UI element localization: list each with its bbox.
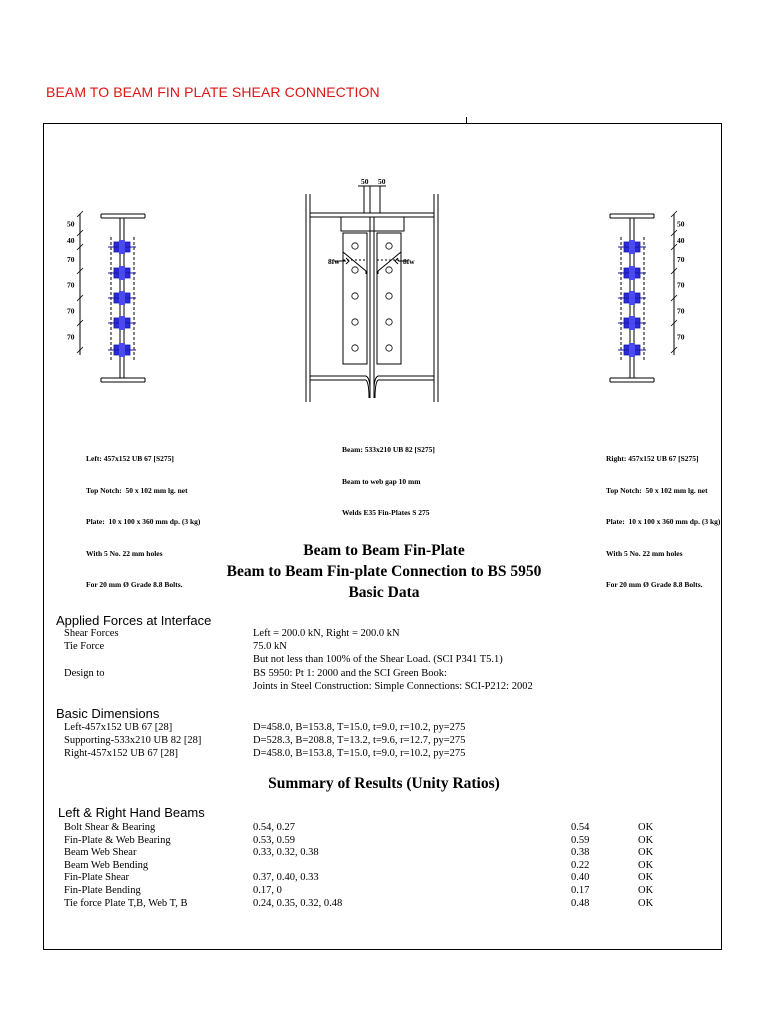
check-max-ratio: 0.38 — [571, 847, 590, 859]
check-max-ratio: 0.59 — [571, 834, 590, 846]
check-values: 0.24, 0.35, 0.32, 0.48 — [253, 897, 343, 909]
check-status: OK — [638, 872, 654, 884]
caption-line: Beam to web gap 10 mm — [342, 476, 421, 486]
caption-line: Left: 457x152 UB 67 [S275] — [86, 454, 174, 463]
force-label: Design to — [64, 667, 105, 679]
caption-line: Plate: 10 x 100 x 360 mm dp. (3 kg) — [606, 517, 721, 526]
bolt-nut — [629, 343, 635, 357]
report-title: Beam to Beam Fin-Plate — [303, 542, 465, 559]
caption-line: Welds E35 Fin-Plates S 275 — [342, 508, 430, 517]
dimension-label: 70 — [67, 306, 75, 316]
center-dim-left: 50 — [361, 177, 369, 186]
check-values: 0.17, 0 — [253, 885, 282, 896]
bolt-nut — [119, 240, 125, 254]
force-value: BS 5950: Pt 1: 2000 and the SCI Green Book: — [253, 667, 447, 679]
check-status: OK — [638, 834, 654, 846]
force-value: Left = 200.0 kN, Right = 200.0 kN — [253, 628, 400, 639]
dimension-label: 70 — [67, 255, 75, 264]
caption-line: Top Notch: 50 x 102 mm lg. net — [86, 485, 188, 495]
bolt-nut — [629, 291, 635, 305]
center-holes — [352, 243, 392, 351]
check-values: 0.37, 0.40, 0.33 — [253, 872, 319, 884]
bolt-nut — [119, 316, 125, 330]
basic-dimensions-heading: Basic Dimensions — [56, 706, 160, 721]
bolt-hole — [352, 345, 358, 351]
caption-line: Plate: 10 x 100 x 360 mm dp. (3 kg) — [86, 517, 201, 526]
caption-line: Beam: 533x210 UB 82 [S275] — [342, 445, 435, 454]
dimension-section: Left-457x152 UB 67 [28] — [64, 722, 173, 733]
dimension-values: D=528.3, B=208.8, T=13.2, t=9.6, r=12.7, py=275 — [253, 735, 466, 747]
dimension-label: 70 — [67, 280, 75, 290]
left-bolts — [108, 240, 136, 357]
dimension-values: D=458.0, B=153.8, T=15.0, t=9.0, r=10.2, py=275 — [253, 748, 466, 760]
bolt-hole — [386, 319, 392, 325]
force-value: Joints in Steel Construction: Simple Connections: SCI-P212: 2002 — [253, 680, 533, 692]
applied-forces-heading: Applied Forces at Interface — [56, 613, 212, 628]
check-max-ratio: 0.54 — [571, 822, 590, 833]
dimension-section: Right-457x152 UB 67 [28] — [64, 748, 179, 760]
check-status: OK — [638, 859, 654, 871]
right-bolts — [618, 240, 646, 357]
force-value: But not less than 100% of the Shear Load. (SCI P341 T5.1) — [253, 654, 503, 666]
check-max-ratio: 0.17 — [571, 885, 590, 896]
dimension-label: 40 — [677, 236, 685, 245]
check-values: 0.54, 0.27 — [253, 822, 295, 833]
check-status: OK — [638, 885, 654, 896]
bolt-hole — [386, 243, 392, 249]
weld-label-left: 8fw — [328, 257, 340, 266]
force-value: 75.0 kN — [253, 641, 287, 653]
check-label: Beam Web Bending — [64, 859, 149, 871]
center-elevation — [306, 186, 438, 402]
force-label: Shear Forces — [64, 628, 119, 639]
bolt-hole — [352, 293, 358, 299]
bolt-nut — [629, 266, 635, 280]
left-dim-ticks — [67, 211, 83, 353]
check-label: Fin-Plate Bending — [64, 885, 141, 896]
check-status: OK — [638, 847, 654, 859]
check-max-ratio: 0.48 — [571, 897, 590, 909]
bolt-hole — [352, 267, 358, 273]
center-dim-right: 50 — [378, 177, 386, 186]
bolt-hole — [386, 345, 392, 351]
dimension-label: 70 — [677, 280, 685, 290]
report-subtitle: Beam to Beam Fin-plate Connection to BS 5950 — [226, 563, 542, 580]
dimension-section: Supporting-533x210 UB 82 [28] — [64, 735, 202, 747]
dimension-label: 70 — [677, 255, 685, 264]
bolt-nut — [629, 240, 635, 254]
right-dim-ticks — [671, 211, 685, 353]
dimension-label: 50 — [67, 219, 75, 229]
check-max-ratio: 0.40 — [571, 872, 590, 884]
dimension-values: D=458.0, B=153.8, T=15.0, t=9.0, r=10.2, py=275 — [253, 722, 466, 733]
check-label: Beam Web Shear — [64, 847, 137, 859]
caption-line: For 20 mm Ø Grade 8.8 Bolts. — [606, 580, 703, 589]
summary-heading: Summary of Results (Unity Ratios) — [268, 775, 500, 792]
check-label: Bolt Shear & Bearing — [64, 822, 156, 833]
dimension-label: 70 — [67, 332, 75, 342]
dimension-label: 40 — [67, 236, 75, 245]
bolt-nut — [119, 343, 125, 357]
dimension-label: 70 — [677, 332, 685, 342]
weld-label-right: 8fw — [403, 257, 415, 266]
bolt-nut — [119, 266, 125, 280]
bolt-nut — [119, 291, 125, 305]
check-label: Fin-Plate Shear — [64, 872, 130, 884]
caption-line: Right: 457x152 UB 67 [S275] — [606, 454, 699, 463]
check-max-ratio: 0.22 — [571, 859, 590, 871]
check-status: OK — [638, 822, 654, 833]
dimension-label: 50 — [677, 219, 685, 229]
check-status: OK — [638, 897, 654, 909]
force-label: Tie Force — [64, 641, 105, 653]
caption-line: Top Notch: 50 x 102 mm lg. net — [606, 485, 708, 495]
summary-subheading: Left & Right Hand Beams — [58, 805, 205, 820]
caption-line: With 5 No. 22 mm holes — [86, 548, 163, 558]
check-label: Fin-Plate & Web Bearing — [64, 834, 171, 846]
bolt-hole — [386, 293, 392, 299]
caption-line: For 20 mm Ø Grade 8.8 Bolts. — [86, 580, 183, 589]
caption-line: With 5 No. 22 mm holes — [606, 548, 683, 558]
center-beam-caption — [342, 424, 435, 529]
bolt-nut — [629, 316, 635, 330]
bolt-hole — [352, 243, 358, 249]
check-label: Tie force Plate T,B, Web T, B — [64, 897, 188, 909]
basic-data-title: Basic Data — [348, 584, 420, 601]
page-header-title: BEAM TO BEAM FIN PLATE SHEAR CONNECTION — [46, 84, 380, 100]
dimension-label: 70 — [677, 306, 685, 316]
bolt-hole — [386, 267, 392, 273]
check-values: 0.33, 0.32, 0.38 — [253, 847, 319, 859]
check-values: 0.53, 0.59 — [253, 834, 295, 846]
bolt-hole — [352, 319, 358, 325]
